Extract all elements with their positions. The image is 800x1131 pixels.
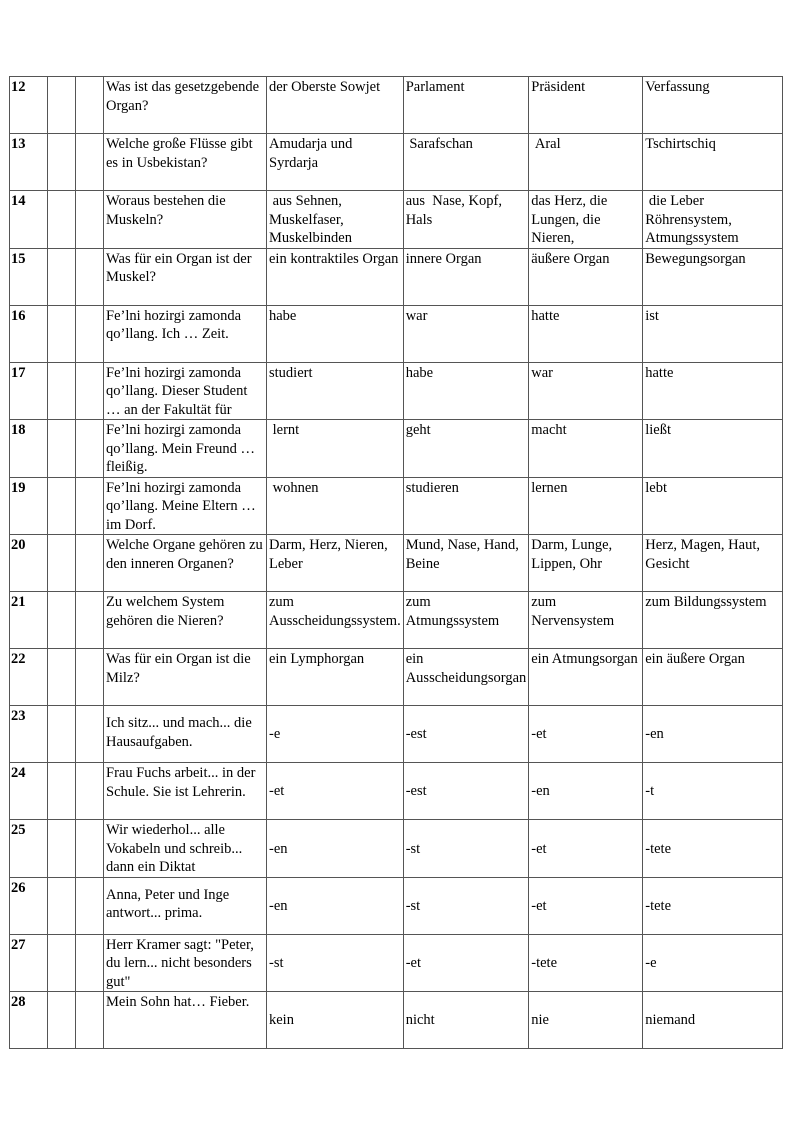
answer-option-d: -e [643, 934, 783, 992]
empty-cell [48, 592, 76, 649]
answer-option-a: wohnen [267, 477, 404, 535]
question-number: 27 [10, 934, 48, 992]
question-text: Was für ein Organ ist die Milz? [104, 649, 267, 706]
empty-cell [76, 305, 104, 362]
answer-option-b: Mund, Nase, Hand, Beine [403, 535, 529, 592]
empty-cell [76, 477, 104, 535]
table-row [10, 877, 783, 934]
question-text: Woraus bestehen die Muskeln? [104, 191, 267, 249]
answer-option-a: lernt [267, 420, 404, 478]
table-row [10, 134, 783, 191]
question-text: Zu welchem System gehören die Nieren? [104, 592, 267, 649]
question-text: Fe’lni hozirgi zamonda qo’llang. Ich … Zeit. [104, 305, 267, 362]
empty-cell [48, 649, 76, 706]
answer-option-a: kein [267, 992, 404, 1049]
empty-cell [76, 820, 104, 878]
table-row [10, 362, 783, 420]
empty-cell [48, 477, 76, 535]
question-number: 28 [10, 992, 48, 1049]
empty-cell [76, 191, 104, 249]
table-row [10, 420, 783, 478]
quiz-table [9, 76, 783, 1049]
answer-option-a: -st [267, 934, 404, 992]
answer-option-a: studiert [267, 362, 404, 420]
answer-option-c: äußere Organ [529, 248, 643, 305]
question-number: 14 [10, 191, 48, 249]
answer-option-b: war [403, 305, 529, 362]
empty-cell [76, 77, 104, 134]
question-text: Welche große Flüsse gibt es in Usbekistan? [104, 134, 267, 191]
quiz-table-body [10, 77, 783, 1049]
answer-option-a: der Oberste Sowjet [267, 77, 404, 134]
answer-option-a: Darm, Herz, Nieren, Leber [267, 535, 404, 592]
answer-option-c: hatte [529, 305, 643, 362]
question-number: 12 [10, 77, 48, 134]
table-row [10, 477, 783, 535]
question-text: Ich sitz... und mach... die Hausaufgaben. [104, 706, 267, 763]
answer-option-c: nie [529, 992, 643, 1049]
question-number: 16 [10, 305, 48, 362]
question-text: Was für ein Organ ist der Muskel? [104, 248, 267, 305]
answer-option-b: aus Nase, Kopf, Hals [403, 191, 529, 249]
question-text: Was ist das gesetzgebende Organ? [104, 77, 267, 134]
answer-option-b: -et [403, 934, 529, 992]
answer-option-c: -en [529, 763, 643, 820]
answer-option-c: zum Nervensystem [529, 592, 643, 649]
table-row [10, 763, 783, 820]
answer-option-d: Bewegungsorgan [643, 248, 783, 305]
question-text: Frau Fuchs arbeit... in der Schule. Sie ist Lehrerin. [104, 763, 267, 820]
empty-cell [76, 535, 104, 592]
answer-option-d: hatte [643, 362, 783, 420]
answer-option-a: ein Lymphorgan [267, 649, 404, 706]
answer-option-b: -est [403, 706, 529, 763]
question-number: 13 [10, 134, 48, 191]
empty-cell [76, 592, 104, 649]
question-number: 23 [10, 706, 48, 763]
answer-option-a: -en [267, 877, 404, 934]
answer-option-c: Präsident [529, 77, 643, 134]
answer-option-d: zum Bildungssystem [643, 592, 783, 649]
answer-option-d: -t [643, 763, 783, 820]
empty-cell [48, 77, 76, 134]
answer-option-c: das Herz, die Lungen, die Nieren, [529, 191, 643, 249]
answer-option-c: -tete [529, 934, 643, 992]
question-number: 24 [10, 763, 48, 820]
answer-option-d: lebt [643, 477, 783, 535]
empty-cell [76, 420, 104, 478]
question-number: 18 [10, 420, 48, 478]
answer-option-c: lernen [529, 477, 643, 535]
question-number: 17 [10, 362, 48, 420]
answer-option-b: studieren [403, 477, 529, 535]
answer-option-c: -et [529, 877, 643, 934]
table-row [10, 535, 783, 592]
empty-cell [76, 649, 104, 706]
table-row [10, 934, 783, 992]
answer-option-d: Tschirtschiq [643, 134, 783, 191]
empty-cell [48, 820, 76, 878]
empty-cell [48, 934, 76, 992]
answer-option-c: macht [529, 420, 643, 478]
answer-option-b: nicht [403, 992, 529, 1049]
table-row [10, 820, 783, 878]
empty-cell [76, 706, 104, 763]
answer-option-d: ein äußere Organ [643, 649, 783, 706]
empty-cell [48, 305, 76, 362]
answer-option-a: habe [267, 305, 404, 362]
empty-cell [48, 362, 76, 420]
empty-cell [76, 877, 104, 934]
question-number: 19 [10, 477, 48, 535]
empty-cell [48, 191, 76, 249]
table-row [10, 305, 783, 362]
question-text: Anna, Peter und Inge antwort... prima. [104, 877, 267, 934]
answer-option-d: ist [643, 305, 783, 362]
question-number: 20 [10, 535, 48, 592]
question-number: 15 [10, 248, 48, 305]
table-row [10, 992, 783, 1049]
answer-option-b: ein Ausscheidungsorgan [403, 649, 529, 706]
empty-cell [76, 362, 104, 420]
question-number: 22 [10, 649, 48, 706]
table-row [10, 77, 783, 134]
empty-cell [48, 134, 76, 191]
answer-option-a: Amudarja und Syrdarja [267, 134, 404, 191]
answer-option-a: -en [267, 820, 404, 878]
answer-option-c: Darm, Lunge, Lippen, Ohr [529, 535, 643, 592]
empty-cell [48, 706, 76, 763]
question-number: 21 [10, 592, 48, 649]
answer-option-d: Verfassung [643, 77, 783, 134]
answer-option-b: geht [403, 420, 529, 478]
table-row [10, 248, 783, 305]
question-text: Mein Sohn hat… Fieber. [104, 992, 267, 1049]
empty-cell [48, 763, 76, 820]
question-text: Welche Organe gehören zu den inneren Organen? [104, 535, 267, 592]
answer-option-b: innere Organ [403, 248, 529, 305]
answer-option-c: -et [529, 820, 643, 878]
answer-option-d: die Leber Röhrensystem, Atmungssystem [643, 191, 783, 249]
empty-cell [48, 877, 76, 934]
empty-cell [76, 934, 104, 992]
answer-option-d: ließt [643, 420, 783, 478]
empty-cell [76, 992, 104, 1049]
empty-cell [48, 992, 76, 1049]
question-text: Fe’lni hozirgi zamonda qo’llang. Dieser Student … an der Fakultät für [104, 362, 267, 420]
table-row [10, 706, 783, 763]
question-text: Wir wiederhol... alle Vokabeln und schreib... dann ein Diktat [104, 820, 267, 878]
table-row [10, 191, 783, 249]
answer-option-d: -en [643, 706, 783, 763]
table-row [10, 649, 783, 706]
answer-option-a: -e [267, 706, 404, 763]
question-text: Fe’lni hozirgi zamonda qo’llang. Meine Eltern … im Dorf. [104, 477, 267, 535]
answer-option-b: -st [403, 820, 529, 878]
empty-cell [76, 248, 104, 305]
question-number: 25 [10, 820, 48, 878]
empty-cell [48, 420, 76, 478]
table-row [10, 592, 783, 649]
answer-option-c: Aral [529, 134, 643, 191]
answer-option-a: aus Sehnen, Muskelfaser, Muskelbinden [267, 191, 404, 249]
empty-cell [48, 248, 76, 305]
answer-option-a: -et [267, 763, 404, 820]
answer-option-c: war [529, 362, 643, 420]
answer-option-a: ein kontraktiles Organ [267, 248, 404, 305]
empty-cell [76, 134, 104, 191]
answer-option-b: Sarafschan [403, 134, 529, 191]
answer-option-d: Herz, Magen, Haut, Gesicht [643, 535, 783, 592]
empty-cell [48, 535, 76, 592]
answer-option-d: -tete [643, 877, 783, 934]
answer-option-c: -et [529, 706, 643, 763]
answer-option-b: habe [403, 362, 529, 420]
question-number: 26 [10, 877, 48, 934]
answer-option-b: -st [403, 877, 529, 934]
question-text: Herr Kramer sagt: "Peter, du lern... nicht besonders gut" [104, 934, 267, 992]
question-text: Fe’lni hozirgi zamonda qo’llang. Mein Freund … fleißig. [104, 420, 267, 478]
answer-option-b: -est [403, 763, 529, 820]
answer-option-d: -tete [643, 820, 783, 878]
answer-option-c: ein Atmungsorgan [529, 649, 643, 706]
answer-option-d: niemand [643, 992, 783, 1049]
answer-option-b: zum Atmungssystem [403, 592, 529, 649]
answer-option-b: Parlament [403, 77, 529, 134]
answer-option-a: zum Ausscheidungssystem. [267, 592, 404, 649]
empty-cell [76, 763, 104, 820]
